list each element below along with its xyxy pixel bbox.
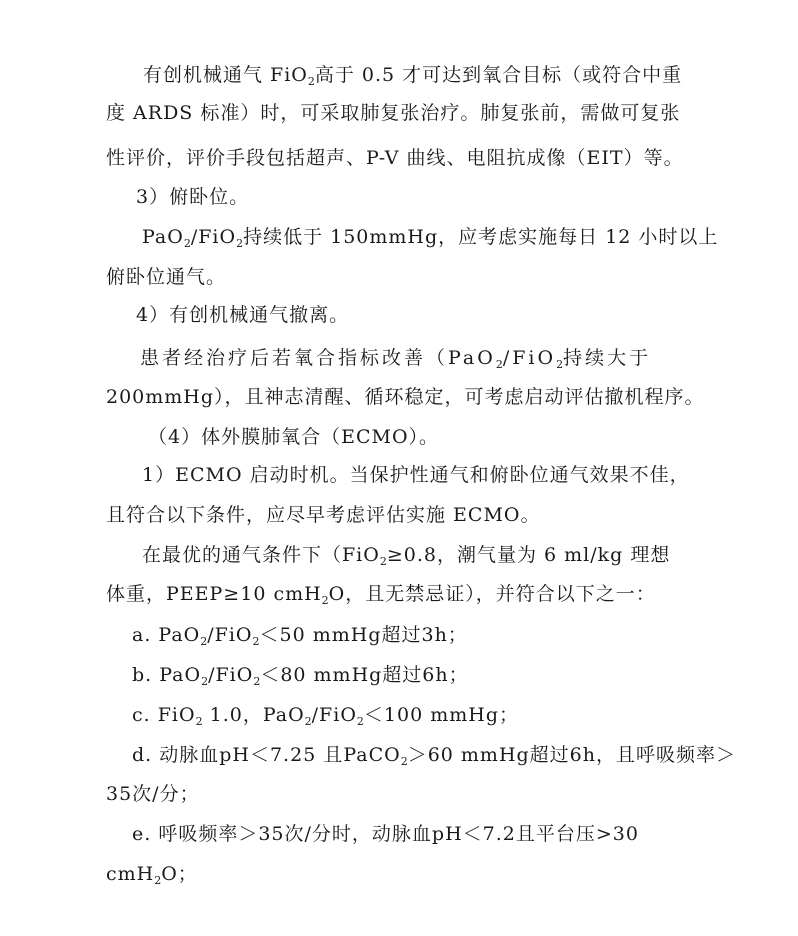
subscript: 2	[195, 715, 203, 728]
criteria-item-d-line-1	[132, 743, 736, 774]
text: b. PaO	[132, 664, 202, 686]
text: 且符合以下条件，应尽早考虑评估实施 ECMO。	[106, 504, 541, 526]
text: 高于 0.5 才可达到氧合目标（或符合中重	[314, 64, 683, 86]
text: 4）有创机械通气撤离。	[136, 304, 350, 326]
subscript: 2	[253, 675, 261, 688]
criteria-item-b	[132, 663, 469, 694]
paragraph-ventilation-line-1	[142, 543, 670, 574]
subscript: 2	[183, 237, 191, 250]
subscript: 2	[379, 555, 387, 568]
text: （4）体外膜肺氧合（ECMO）。	[148, 426, 440, 448]
text: e. 呼吸频率＞35次/分时，动脉血pH＜7.2且平台压>30	[132, 823, 639, 845]
heading-ecmo	[148, 425, 439, 449]
text: 有创机械通气 FiO	[143, 64, 308, 86]
paragraph-ecmo-start-line-2	[106, 503, 540, 527]
text: ≥0.8，潮气量为 6 ml/kg 理想	[386, 544, 671, 566]
heading-weaning	[136, 303, 349, 327]
text: ＜100 mmHg；	[363, 704, 519, 726]
subscript: 2	[252, 635, 260, 648]
criteria-item-c	[132, 703, 519, 734]
paragraph-recruitment-line-3	[106, 146, 684, 170]
text: /FiO	[311, 704, 357, 726]
paragraph-recruitment-line-2	[106, 101, 680, 125]
criteria-item-a	[132, 623, 468, 654]
text: cmH	[106, 863, 155, 885]
text: ＞60 mmHg超过6h，且呼吸频率＞	[407, 744, 737, 766]
text: O，且无禁忌证），并符合以下之一：	[328, 583, 656, 605]
criteria-item-e-line-2	[106, 862, 198, 893]
text: ＜80 mmHg超过6h；	[260, 664, 469, 686]
text: 200mmHg），且神志清醒、循环稳定，可考虑启动评估撤机程序。	[106, 386, 705, 408]
text: 1.0，PaO	[202, 704, 305, 726]
paragraph-prone-line-1	[142, 225, 718, 256]
paragraph-weaning-line-2	[106, 385, 705, 409]
text: 1）ECMO 启动时机。当保护性通气和俯卧位通气效果不佳，	[142, 464, 690, 486]
text: /FiO	[207, 624, 253, 646]
text: 度 ARDS 标准）时，可采取肺复张治疗。肺复张前，需做可复张	[106, 102, 681, 124]
subscript: 2	[307, 75, 315, 88]
paragraph-ventilation-line-2	[106, 582, 656, 613]
paragraph-recruitment-line-1	[143, 63, 682, 94]
subscript: 2	[321, 594, 329, 607]
subscript: 2	[495, 358, 503, 371]
text: 持续大于	[563, 347, 652, 369]
criteria-item-d-line-2	[106, 782, 200, 806]
text: c. FiO	[132, 704, 196, 726]
subscript: 2	[200, 635, 208, 648]
text: /FiO	[502, 347, 557, 369]
text: /FiO	[208, 664, 254, 686]
text: 体重，PEEP≥10 cmH	[106, 583, 322, 605]
subscript: 2	[400, 755, 408, 768]
subscript: 2	[236, 237, 244, 250]
text: 35次/分；	[106, 783, 200, 805]
text: a. PaO	[132, 624, 201, 646]
heading-prone-position	[136, 185, 249, 209]
text: 患者经治疗后若氧合指标改善（PaO	[140, 347, 496, 369]
text: 持续低于 150mmHg，应考虑实施每日 12 小时以上	[243, 226, 719, 248]
text: /FiO	[190, 226, 237, 248]
text: 在最优的通气条件下（FiO	[142, 544, 380, 566]
paragraph-ecmo-start-line-1	[142, 463, 690, 487]
criteria-item-e-line-1	[132, 822, 639, 846]
subscript: 2	[356, 715, 364, 728]
subscript: 2	[154, 874, 162, 887]
text: 性评价，评价手段包括超声、P-V 曲线、电阻抗成像（EIT）等。	[106, 147, 684, 169]
text: 俯卧位通气。	[106, 266, 227, 288]
subscript: 2	[201, 675, 209, 688]
paragraph-weaning-line-1	[140, 346, 651, 377]
subscript: 2	[556, 358, 564, 371]
text: O；	[161, 863, 198, 885]
text: ＜50 mmHg超过3h；	[259, 624, 468, 646]
subscript: 2	[304, 715, 312, 728]
text: 3）俯卧位。	[136, 186, 250, 208]
text: d. 动脉血pH＜7.25 且PaCO	[132, 744, 401, 766]
text: PaO	[142, 226, 184, 248]
paragraph-prone-line-2	[106, 265, 226, 289]
